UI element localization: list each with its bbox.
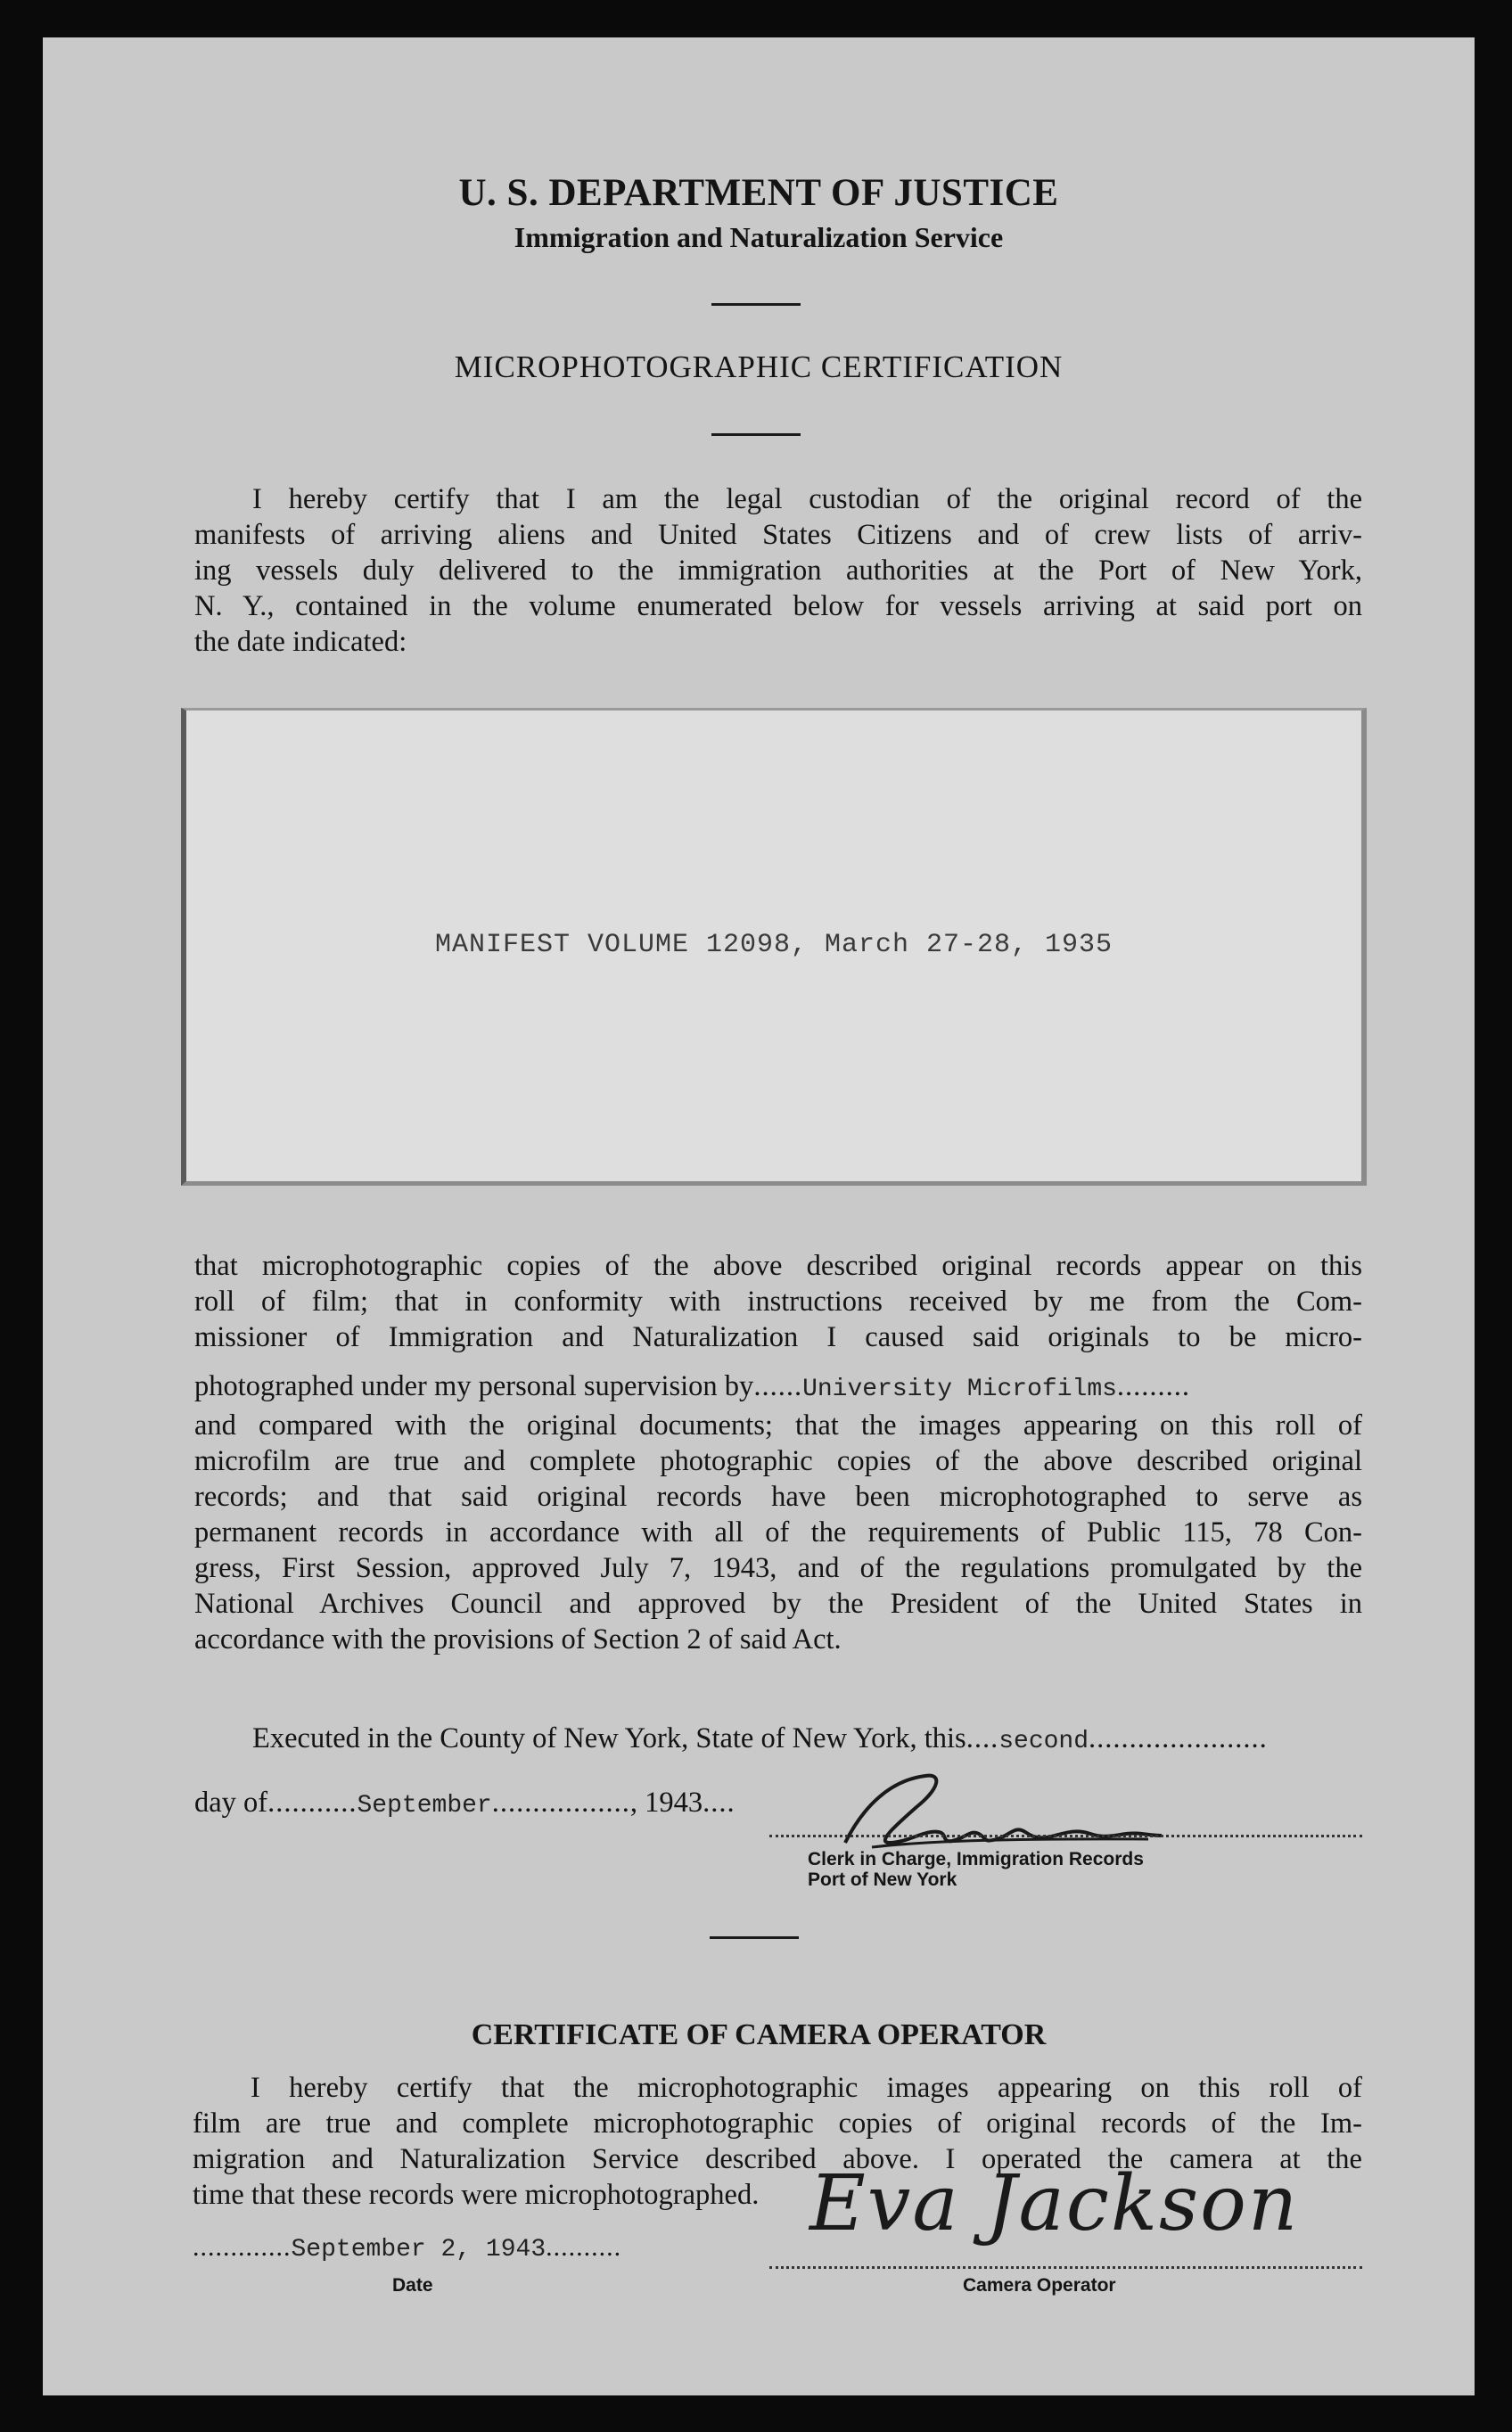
supervision-line: photographed under my personal supervision by......University Microfilms......... [194,1370,1191,1403]
divider [711,303,801,306]
body-line: and compared with the original documents; that the images appearing on this roll of [194,1409,1362,1442]
certificate-page [43,37,1475,2395]
day-of-line: day of...........September................., 1943.... [194,1787,735,1820]
divider [710,1936,799,1939]
body-line: that microphotographic copies of the above described original records appear on this [194,1250,1362,1282]
intro-line: ing vessels duly delivered to the immigration authorities at the Port of New York, [194,555,1362,587]
date-value: September 2, 1943 [291,2236,546,2264]
supervision-prefix: photographed under my personal supervision by [194,1370,754,1402]
clerk-title [808,1849,1144,1890]
body-line: missioner of Immigration and Naturalization I caused said originals to be micro- [194,1321,1362,1353]
certification-title: MICROPHOTOGRAPHIC CERTIFICATION [454,349,1064,384]
agency-title: U. S. DEPARTMENT OF JUSTICE [458,172,1059,214]
intro-line: I hereby certify that I am the legal custodian of the original record of the [252,483,1362,515]
divider [711,433,801,436]
executed-prefix: Executed in the County of New York, State of New York, this [252,1722,966,1754]
clerk-title-line: Port of New York [808,1869,957,1890]
camera-line: film are true and complete microphotographic copies of original records of the Im- [193,2107,1362,2140]
date-line: .............September 2, 1943.......... [193,2232,622,2264]
clerk-title-line: Clerk in Charge, Immigration Records [808,1849,1144,1869]
camera-line: migration and Naturalization Service described above. I operated the camera at the [193,2143,1362,2175]
operator-signature-line [769,2266,1362,2269]
intro-line: N. Y., contained in the volume enumerated below for vessels arriving at said port on [194,590,1362,622]
body-line: roll of film; that in conformity with instructions received by me from the Com- [194,1286,1362,1318]
body-line: gress, First Session, approved July 7, 1943, and of the regulations promulgated by the [194,1552,1362,1584]
microfilm-company: University Microfilms [802,1376,1117,1403]
body-line: microfilm are true and complete photographic copies of the above described original [194,1445,1362,1477]
volume-card [181,708,1367,1186]
clerk-signature-line [769,1835,1362,1837]
month-value: September [357,1792,492,1820]
executed-line: Executed in the County of New York, State of New York, this....second...................... [252,1722,1268,1755]
operator-label: Camera Operator [963,2275,1116,2296]
intro-line: the date indicated: [194,626,407,658]
camera-heading: CERTIFICATE OF CAMERA OPERATOR [471,2018,1047,2051]
intro-paragraph [194,481,1362,660]
body-line: permanent records in accordance with all of the requirements of Public 115, 78 Con- [194,1516,1362,1549]
operator-signature: Eva Jackson [809,2159,1300,2248]
body-paragraph-b [194,1408,1362,1657]
body-line: records; and that said original records have been microphotographed to serve as [194,1481,1362,1513]
day-of-label: day of [194,1787,268,1819]
camera-line: time that these records were microphotographed. [193,2179,760,2211]
day-value: second [998,1728,1089,1755]
body-line: National Archives Council and approved by the President of the United States in [194,1588,1362,1620]
camera-line: I hereby certify that the microphotographic images appearing on this roll of [251,2072,1362,2104]
service-subtitle: Immigration and Naturalization Service [514,221,1004,253]
body-line: accordance with the provisions of Section 2 of said Act. [194,1623,842,1656]
body-paragraph-a [194,1248,1362,1355]
year-value: , 1943 [629,1787,703,1819]
volume-label: MANIFEST VOLUME 12098, March 27-28, 1935 [434,930,1113,960]
date-label: Date [392,2275,433,2296]
intro-line: manifests of arriving aliens and United States Citizens and of crew lists of arriv- [194,519,1362,551]
